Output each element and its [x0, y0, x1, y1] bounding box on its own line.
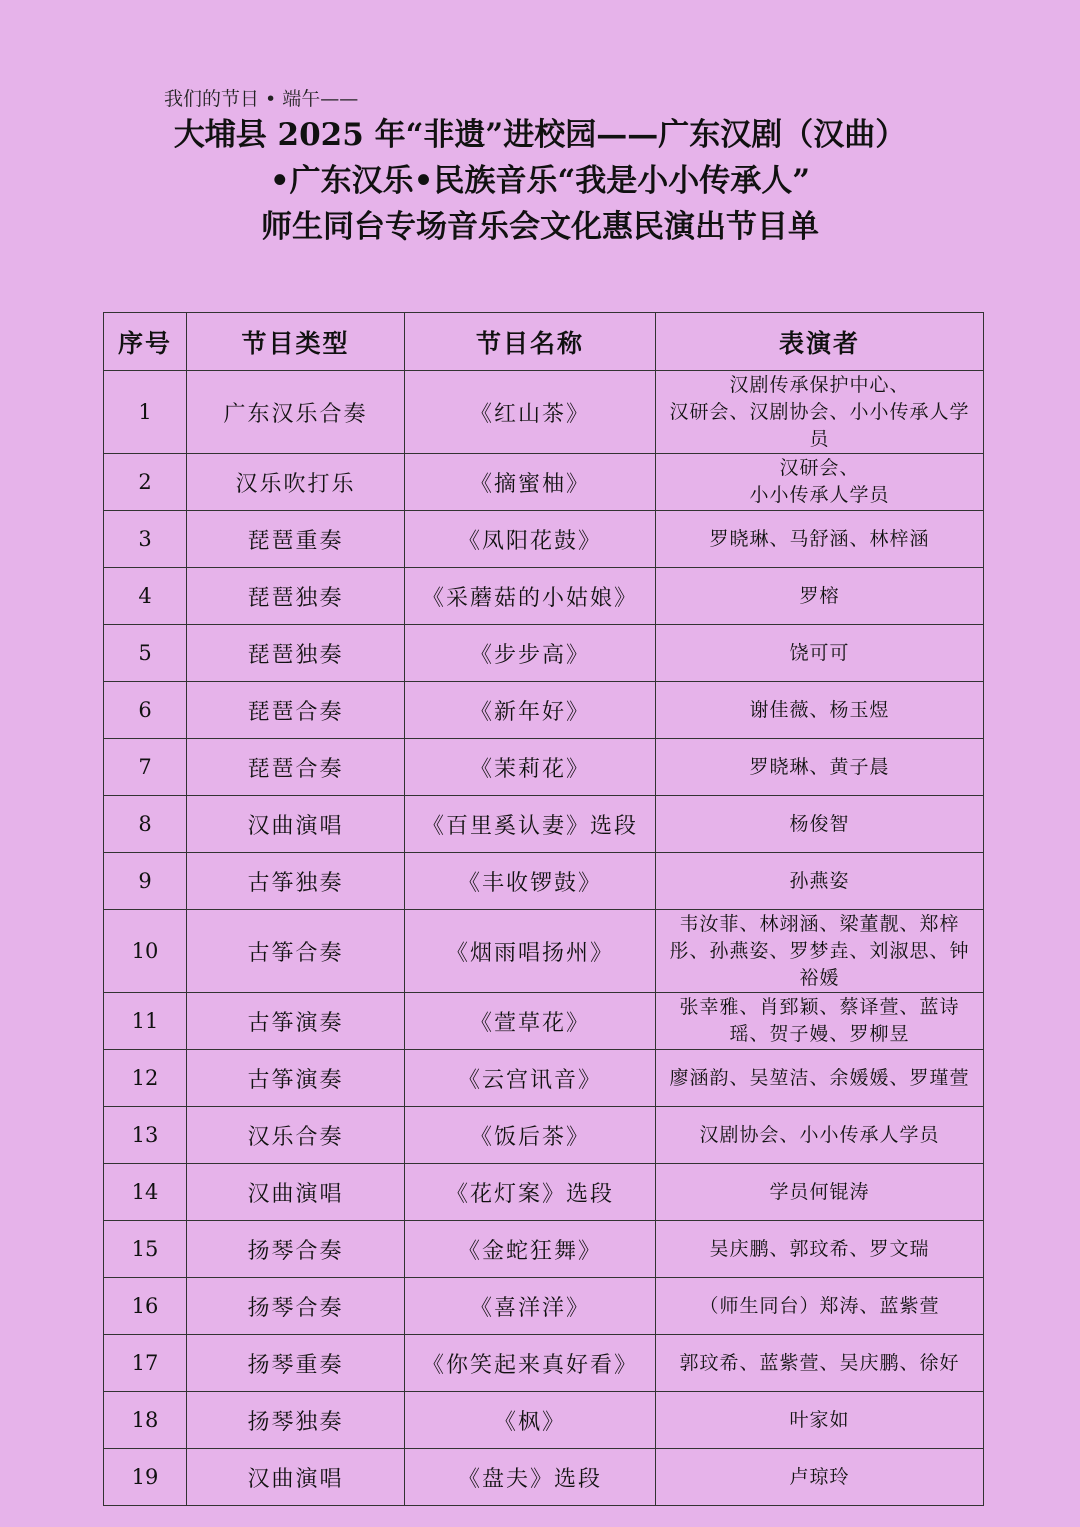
row-number: 8 [104, 796, 187, 853]
row-name: 《丰收锣鼓》 [405, 853, 656, 910]
row-performer: 吴庆鹏、郭玟希、罗文瑞 [656, 1221, 984, 1278]
row-type: 扬琴合奏 [187, 1221, 405, 1278]
row-number: 7 [104, 739, 187, 796]
row-number: 1 [104, 371, 187, 454]
row-name: 《茉莉花》 [405, 739, 656, 796]
row-type: 广东汉乐合奏 [187, 371, 405, 454]
row-type: 汉曲演唱 [187, 796, 405, 853]
row-number: 13 [104, 1107, 187, 1164]
table-row [104, 993, 984, 1050]
row-name: 《金蛇狂舞》 [405, 1221, 656, 1278]
row-name: 《步步高》 [405, 625, 656, 682]
subtitle: 我们的节日 • 端午—— [164, 88, 359, 110]
table-header-row [104, 313, 984, 371]
row-performer: （师生同台）郑涛、蓝紫萱 [656, 1278, 984, 1335]
header-name: 节目名称 [405, 313, 656, 371]
row-type: 古筝演奏 [187, 1050, 405, 1107]
row-type: 汉乐合奏 [187, 1107, 405, 1164]
table-row [104, 739, 984, 796]
table-row [104, 1449, 984, 1506]
header-performer: 表演者 [656, 313, 984, 371]
table-row [104, 1164, 984, 1221]
row-number: 12 [104, 1050, 187, 1107]
table-row [104, 371, 984, 454]
header-number: 序号 [104, 313, 187, 371]
row-name: 《喜洋洋》 [405, 1278, 656, 1335]
row-performer: 罗晓琳、黄子晨 [656, 739, 984, 796]
row-number: 2 [104, 454, 187, 511]
row-name: 《花灯案》选段 [405, 1164, 656, 1221]
row-name: 《凤阳花鼓》 [405, 511, 656, 568]
row-performer: 杨俊智 [656, 796, 984, 853]
table-row [104, 511, 984, 568]
row-type: 琵琶独奏 [187, 568, 405, 625]
row-number: 4 [104, 568, 187, 625]
row-name: 《枫》 [405, 1392, 656, 1449]
table-row [104, 1050, 984, 1107]
row-number: 5 [104, 625, 187, 682]
table-row [104, 853, 984, 910]
row-name: 《红山茶》 [405, 371, 656, 454]
table-row [104, 1335, 984, 1392]
row-name: 《你笑起来真好看》 [405, 1335, 656, 1392]
row-number: 6 [104, 682, 187, 739]
table-row [104, 454, 984, 511]
row-name: 《烟雨唱扬州》 [405, 910, 656, 993]
row-number: 16 [104, 1278, 187, 1335]
title-line-2: •广东汉乐•民族音乐“我是小小传承人” [269, 163, 811, 199]
row-type: 琵琶独奏 [187, 625, 405, 682]
row-performer: 韦汝菲、林翊涵、梁董靓、郑梓彤、孙燕姿、罗梦垚、刘淑思、钟裕媛 [656, 910, 984, 993]
row-performer: 张幸雅、肖郅颖、蔡译萱、蓝诗瑶、贺子嫚、罗柳昱 [656, 993, 984, 1050]
row-name: 《百里奚认妻》选段 [405, 796, 656, 853]
row-name: 《云宫讯音》 [405, 1050, 656, 1107]
table-row [104, 568, 984, 625]
row-performer: 廖涵韵、吴堃洁、余媛媛、罗瑾萱 [656, 1050, 984, 1107]
row-type: 古筝独奏 [187, 853, 405, 910]
row-performer: 叶家如 [656, 1392, 984, 1449]
table-row [104, 682, 984, 739]
table-row [104, 910, 984, 993]
table-row [104, 796, 984, 853]
row-performer: 谢佳薇、杨玉煜 [656, 682, 984, 739]
row-number: 17 [104, 1335, 187, 1392]
row-type: 扬琴合奏 [187, 1278, 405, 1335]
row-type: 琵琶重奏 [187, 511, 405, 568]
header-type: 节目类型 [187, 313, 405, 371]
table-row [104, 625, 984, 682]
row-name: 《摘蜜柚》 [405, 454, 656, 511]
row-performer: 罗榕 [656, 568, 984, 625]
row-name: 《盘夫》选段 [405, 1449, 656, 1506]
row-type: 琵琶合奏 [187, 682, 405, 739]
row-performer: 汉剧协会、小小传承人学员 [656, 1107, 984, 1164]
row-type: 古筝合奏 [187, 910, 405, 993]
title-line-1: 大埔县 2025 年“非遗”进校园——广东汉剧（汉曲） [173, 117, 907, 153]
row-performer: 郭玟希、蓝紫萱、吴庆鹏、徐好 [656, 1335, 984, 1392]
row-type: 扬琴重奏 [187, 1335, 405, 1392]
row-performer: 学员何锟涛 [656, 1164, 984, 1221]
row-type: 琵琶合奏 [187, 739, 405, 796]
table-row [104, 1107, 984, 1164]
row-name: 《新年好》 [405, 682, 656, 739]
page-title [0, 112, 1080, 250]
row-name: 《饭后茶》 [405, 1107, 656, 1164]
row-number: 14 [104, 1164, 187, 1221]
row-name: 《萱草花》 [405, 993, 656, 1050]
table-row [104, 1221, 984, 1278]
row-type: 汉乐吹打乐 [187, 454, 405, 511]
row-performer: 汉剧传承保护中心、 汉研会、汉剧协会、小小传承人学员 [656, 371, 984, 454]
row-type: 汉曲演唱 [187, 1164, 405, 1221]
row-performer: 饶可可 [656, 625, 984, 682]
title-line-3: 师生同台专场音乐会文化惠民演出节目单 [261, 209, 819, 245]
program-table [103, 312, 984, 1506]
row-type: 扬琴独奏 [187, 1392, 405, 1449]
row-number: 3 [104, 511, 187, 568]
row-number: 11 [104, 993, 187, 1050]
row-type: 古筝演奏 [187, 993, 405, 1050]
row-performer: 汉研会、 小小传承人学员 [656, 454, 984, 511]
row-number: 9 [104, 853, 187, 910]
row-number: 10 [104, 910, 187, 993]
row-type: 汉曲演唱 [187, 1449, 405, 1506]
row-number: 19 [104, 1449, 187, 1506]
table-row [104, 1392, 984, 1449]
row-number: 15 [104, 1221, 187, 1278]
row-name: 《采蘑菇的小姑娘》 [405, 568, 656, 625]
row-number: 18 [104, 1392, 187, 1449]
row-performer: 孙燕姿 [656, 853, 984, 910]
row-performer: 罗晓琳、马舒涵、林梓涵 [656, 511, 984, 568]
table-row [104, 1278, 984, 1335]
row-performer: 卢琼玲 [656, 1449, 984, 1506]
